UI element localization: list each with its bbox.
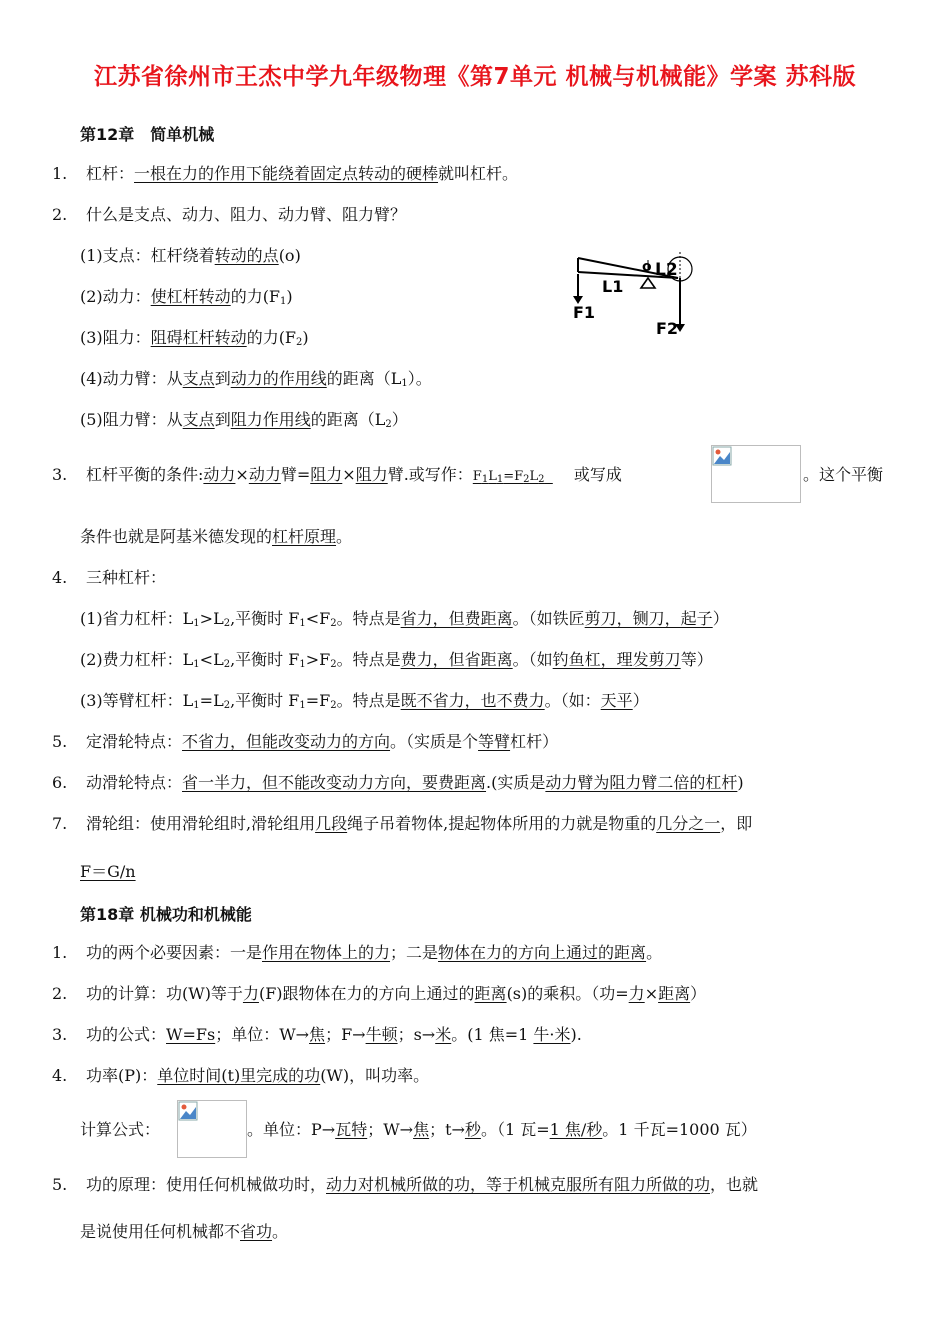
item-number: 4. [52, 1066, 68, 1085]
ch12-sub-3: (3)阻力：阻碍杠杆转动的力$(F_2)$ [80, 328, 309, 348]
ch12-sub-5: (5)阻力臂：从支点到阻力作用线的距离$(L_2)$ [80, 410, 408, 430]
ch12-item-7-formula: F＝G/n [80, 862, 136, 881]
chapter-12-heading: 第12章 简单机械 [80, 125, 215, 144]
ch12-item-4: 4. 三种杠杆： [52, 568, 167, 587]
ch18-item-3: 3. 功的公式：W=Fs；单位：W→焦；F→牛顿；s→米。(1 焦=1 牛·米). [52, 1025, 582, 1044]
ch18-item-1: 1. 功的两个必要因素：一是作用在物体上的力；二是物体在力的方向上通过的距离。 [52, 943, 663, 962]
item-number: 7. [52, 814, 68, 833]
ch12-item-2: 2. 什么是支点、动力、阻力、动力臂、阻力臂？ [52, 205, 407, 224]
item-number: 4. [52, 568, 68, 587]
ch18-item-5-cont: 是说使用任何机械都不省功。 [80, 1222, 289, 1241]
ch18-item-4-units: 。单位：P→瓦特；W→焦；t→秒。（1 瓦=1 焦/秒。1 千瓦=1000 瓦） [247, 1120, 757, 1139]
item-number: 5. [52, 1175, 68, 1194]
ch12-lever-type-1: (1)省力杠杆：$L_1>L_2$,平衡时 $F_1<F_2$。特点是省力，但费距离。（如铁匠剪刀，铡刀，起子） [80, 609, 729, 629]
ch12-item-1: 1. 杠杆：一根在力的作用下能绕着固定点转动的硬棒就叫杠杆。 [52, 164, 519, 183]
ch12-lever-type-3: (3)等臂杠杆：$L_1=L_2$,平衡时 $F_1=F_2$。特点是既不省力，也不费力。（如：天平） [80, 691, 649, 711]
ch12-item-5: 5. 定滑轮特点：不省力，但能改变动力的方向。（实质是个等臂杠杆） [52, 732, 559, 751]
ch12-sub-1: (1)支点：杠杆绕着转动的点(o) [80, 246, 301, 265]
ch12-item-3-cont: 条件也就是阿基米德发现的杠杆原理。 [80, 527, 353, 546]
item-number: 2. [52, 205, 68, 224]
formula-image-placeholder [711, 445, 801, 503]
item-number: 3. [52, 1025, 68, 1044]
diagram-label-l2: L2 [655, 260, 678, 280]
ch18-item-2: 2. 功的计算：功(W)等于力(F)跟物体在力的方向上通过的距离(s)的乘积。（功=力×距离） [52, 984, 707, 1003]
broken-image-icon [178, 1101, 198, 1121]
ch12-item-7: 7. 滑轮组：使用滑轮组时,滑轮组用几段绳子吊着物体,提起物体所用的力就是物重的几分之一，即 [52, 814, 753, 833]
item-number: 5. [52, 732, 68, 751]
broken-image-icon [712, 446, 732, 466]
item-number: 3. [52, 465, 68, 484]
item-number: 1. [52, 943, 68, 962]
item-number: 6. [52, 773, 68, 792]
ch12-sub-2: (2)动力：使杠杆转动的力$(F_1)$ [80, 287, 293, 307]
ch18-item-5: 5. 功的原理：使用任何机械做功时，动力对机械所做的功，等于机械克服所有阻力所做的功，也就 [52, 1175, 759, 1194]
ch12-item-3: 3. 杠杆平衡的条件:动力×动力臂=阻力×阻力臂.或写作：$F_1L_1=F_2L_2$ 或写成 [52, 465, 622, 485]
item-number: 2. [52, 984, 68, 1003]
ch12-sub-4: (4)动力臂：从支点到动力的作用线的距离$(L_1)$。 [80, 369, 432, 389]
ch12-item-6: 6. 动滑轮特点：省一半力，但不能改变动力方向，要费距离.(实质是动力臂为阻力臂二倍的杠杆) [52, 773, 744, 792]
ch12-lever-type-2: (2)费力杠杆：$L_1<L_2$,平衡时 $F_1>F_2$。特点是费力，但省距离。（如钓鱼杠，理发剪刀等） [80, 650, 713, 670]
diagram-label-l1: L1 [602, 277, 624, 296]
chapter-18-heading: 第18章 机械功和机械能 [80, 905, 252, 924]
page-title: 江苏省徐州市王杰中学九年级物理《第7单元 机械与机械能》学案 苏科版 [93, 64, 857, 90]
diagram-label-f1: F1 [573, 303, 596, 322]
diagram-label-o: o [642, 259, 652, 275]
ch18-item-4-formula-label: 计算公式： [80, 1120, 161, 1139]
lever-diagram [568, 248, 708, 338]
ch18-item-4: 4. 功率(P)：单位时间(t)里完成的功(W)，叫功率。 [52, 1066, 430, 1085]
diagram-label-f2: F2 [656, 319, 679, 338]
item-number: 1. [52, 164, 68, 183]
power-formula-image-placeholder [177, 1100, 247, 1158]
ch12-item-3-tail: 。这个平衡 [803, 465, 884, 484]
